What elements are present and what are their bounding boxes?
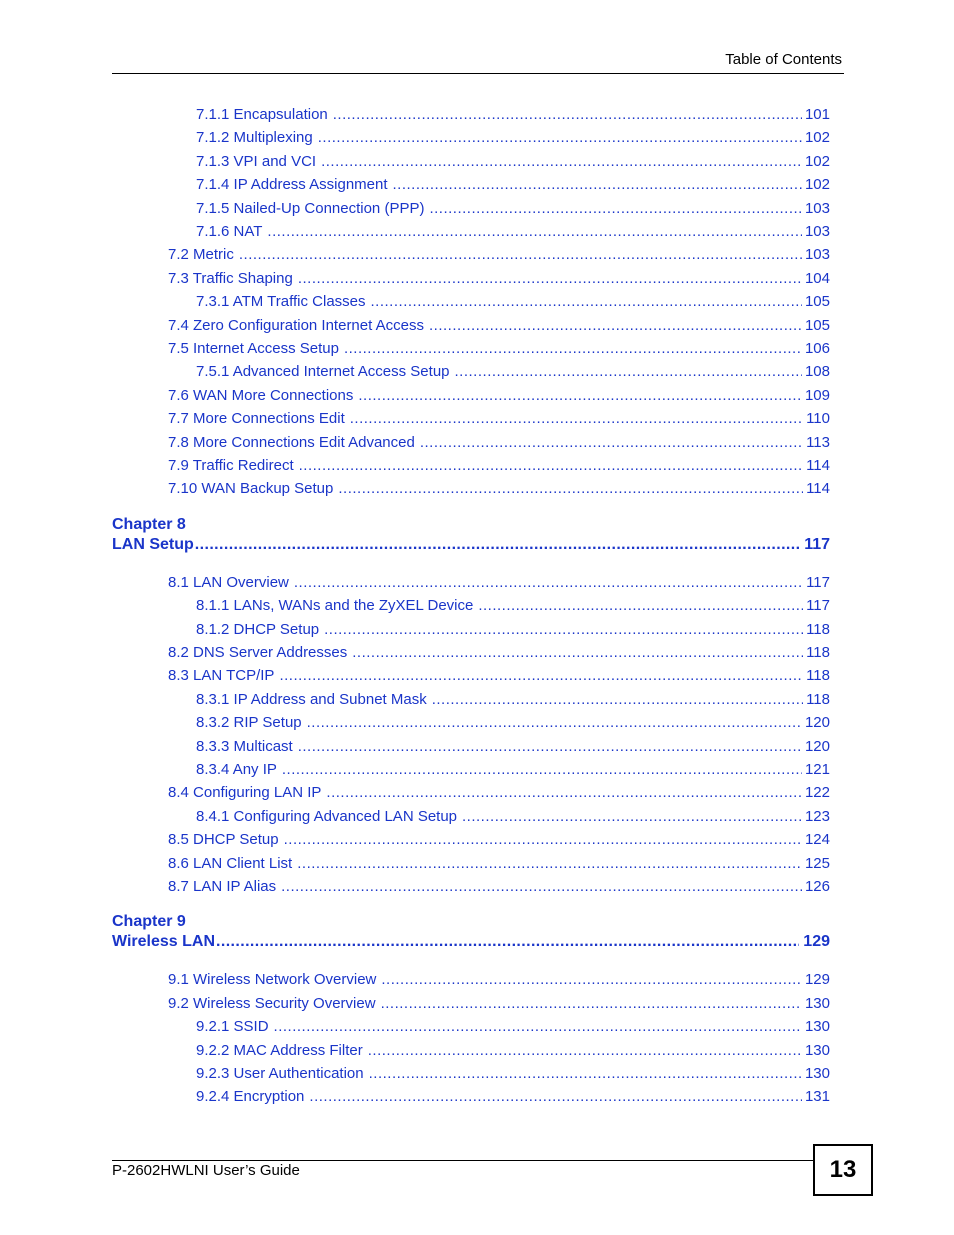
toc-entry-page: 109 bbox=[804, 386, 830, 404]
dot-leader bbox=[333, 106, 802, 123]
toc-entry-page: 130 bbox=[804, 1065, 830, 1082]
toc-entry-page: 130 bbox=[804, 1041, 830, 1059]
toc-entry[interactable] bbox=[168, 971, 830, 991]
toc-entry-title: 7.9 Traffic Redirect bbox=[168, 457, 294, 474]
toc-entry-page: 105 bbox=[804, 316, 830, 334]
toc-entry-title: 8.3.1 IP Address and Subnet Mask bbox=[196, 690, 427, 708]
toc-entry[interactable] bbox=[168, 644, 830, 664]
toc-entry[interactable] bbox=[168, 457, 830, 477]
toc-entry-title: 8.1.1 LANs, WANs and the ZyXEL Device bbox=[196, 597, 474, 615]
toc-entry-title: 7.10 WAN Backup Setup bbox=[168, 480, 334, 498]
toc-entry[interactable] bbox=[196, 691, 830, 711]
dot-leader bbox=[429, 200, 802, 217]
toc-entry-page: 102 bbox=[804, 176, 830, 194]
toc-entry-title: 8.1 LAN Overview bbox=[168, 573, 289, 591]
chapter-title-link[interactable] bbox=[112, 933, 830, 951]
toc-entry-title: 8.2 DNS Server Addresses bbox=[168, 644, 348, 661]
toc-entry-title: 9.2.4 Encryption bbox=[196, 1088, 305, 1106]
toc-entry-page: 102 bbox=[804, 129, 830, 147]
toc-entry[interactable] bbox=[196, 738, 830, 758]
toc-entry[interactable] bbox=[196, 808, 830, 828]
toc-entry[interactable] bbox=[196, 597, 830, 617]
toc-entry-title: 7.2 Metric bbox=[168, 246, 234, 264]
toc-entry-title: 9.1 Wireless Network Overview bbox=[168, 971, 377, 989]
toc-entry-page: 118 bbox=[806, 667, 830, 685]
dot-leader bbox=[381, 995, 802, 1012]
toc-entry-page: 129 bbox=[804, 971, 830, 989]
toc-entry-page: 113 bbox=[806, 433, 830, 451]
toc-entry[interactable] bbox=[196, 621, 830, 641]
dot-leader bbox=[478, 597, 803, 614]
toc-entry-page: 124 bbox=[804, 831, 830, 849]
toc-entry-page: 122 bbox=[804, 784, 830, 802]
toc-entry[interactable] bbox=[168, 270, 830, 290]
toc-entry-page: 114 bbox=[806, 457, 830, 474]
toc-entry[interactable] bbox=[168, 667, 830, 687]
toc-entry-title: 9.2.1 SSID bbox=[196, 1018, 269, 1036]
dot-leader bbox=[309, 1088, 802, 1105]
toc-entry-title: 7.3.1 ATM Traffic Classes bbox=[196, 293, 366, 311]
dot-leader bbox=[352, 644, 803, 661]
dot-leader bbox=[267, 223, 802, 240]
dot-leader bbox=[279, 667, 803, 684]
toc-entry-title: 7.3 Traffic Shaping bbox=[168, 269, 293, 287]
dot-leader bbox=[371, 293, 802, 310]
dot-leader bbox=[298, 270, 802, 287]
dot-leader bbox=[294, 574, 803, 591]
toc-entry-page: 123 bbox=[804, 807, 830, 825]
dot-leader bbox=[462, 808, 802, 825]
toc-entry[interactable] bbox=[196, 200, 830, 220]
toc-entry[interactable] bbox=[196, 176, 830, 196]
toc-entry[interactable] bbox=[168, 387, 830, 407]
dot-leader bbox=[420, 434, 803, 451]
toc-entry[interactable] bbox=[196, 761, 830, 781]
toc-entry-page: 125 bbox=[804, 854, 830, 872]
toc-entry[interactable] bbox=[196, 223, 830, 243]
chapter-label[interactable]: Chapter 9 bbox=[112, 913, 186, 931]
dot-leader bbox=[195, 536, 800, 554]
dot-leader bbox=[358, 387, 802, 404]
toc-entry-title: 8.4.1 Configuring Advanced LAN Setup bbox=[196, 807, 458, 825]
toc-entry[interactable] bbox=[196, 1065, 830, 1085]
toc-entry-title: 9.2.2 MAC Address Filter bbox=[196, 1041, 363, 1059]
toc-entry-page: 103 bbox=[804, 223, 830, 240]
toc-entry-page: 105 bbox=[804, 293, 830, 311]
toc-entry[interactable] bbox=[168, 317, 830, 337]
toc-entry[interactable] bbox=[196, 129, 830, 149]
toc-entry-page: 130 bbox=[804, 1018, 830, 1036]
chapter-label[interactable]: Chapter 8 bbox=[112, 515, 186, 533]
toc-entry-title: 9.2.3 User Authentication bbox=[196, 1065, 364, 1082]
toc-entry-page: 103 bbox=[804, 199, 830, 217]
toc-entry-title: 8.7 LAN IP Alias bbox=[168, 878, 277, 895]
dot-leader bbox=[298, 738, 802, 755]
toc-entry-title: 9.2 Wireless Security Overview bbox=[168, 994, 376, 1012]
dot-leader bbox=[338, 480, 803, 497]
dot-leader bbox=[324, 621, 803, 638]
toc-entry[interactable] bbox=[196, 1042, 830, 1062]
toc-entry-page: 108 bbox=[804, 363, 830, 381]
toc-entry-title: 8.4 Configuring LAN IP bbox=[168, 784, 322, 802]
dot-leader bbox=[381, 971, 802, 988]
dot-leader bbox=[239, 246, 802, 263]
toc-entry-page: 114 bbox=[806, 480, 830, 498]
dot-leader bbox=[297, 855, 802, 872]
toc-entry-page: 102 bbox=[804, 152, 830, 170]
toc-entry-page: 118 bbox=[806, 644, 830, 661]
chapter-title: Wireless LAN bbox=[112, 933, 215, 951]
dot-leader bbox=[299, 457, 803, 474]
toc-entry[interactable] bbox=[168, 855, 830, 875]
toc-entry[interactable] bbox=[168, 995, 830, 1015]
toc-entry-page: 118 bbox=[806, 620, 830, 638]
toc-entry[interactable] bbox=[196, 293, 830, 313]
page-number-box bbox=[813, 1144, 873, 1196]
toc-entry-title: 8.3 LAN TCP/IP bbox=[168, 667, 275, 685]
dot-leader bbox=[344, 340, 802, 357]
dot-leader bbox=[393, 176, 802, 193]
toc-entry-page: 106 bbox=[804, 340, 830, 357]
dot-leader bbox=[432, 691, 803, 708]
page-number: 13 bbox=[829, 1156, 857, 1183]
toc-entry-title: 7.1.2 Multiplexing bbox=[196, 129, 313, 147]
toc-entry[interactable] bbox=[196, 363, 830, 383]
toc-entry[interactable] bbox=[168, 574, 830, 594]
toc-entry-page: 103 bbox=[804, 246, 830, 264]
toc-entry[interactable] bbox=[168, 878, 830, 898]
toc-entry-page: 101 bbox=[804, 106, 830, 123]
toc-entry-page: 118 bbox=[806, 690, 830, 708]
dot-leader bbox=[284, 831, 802, 848]
toc-entry-title: 7.4 Zero Configuration Internet Access bbox=[168, 316, 424, 334]
dot-leader bbox=[326, 784, 802, 801]
toc-entry[interactable] bbox=[168, 784, 830, 804]
toc-entry[interactable] bbox=[168, 434, 830, 454]
toc-entry-title: 7.8 More Connections Edit Advanced bbox=[168, 433, 415, 451]
toc-entry-page: 120 bbox=[804, 714, 830, 732]
toc-entry-page: 104 bbox=[804, 269, 830, 287]
toc-entry-page: 121 bbox=[804, 761, 830, 778]
toc-entry-title: 8.3.4 Any IP bbox=[196, 761, 277, 778]
toc-entry[interactable] bbox=[168, 246, 830, 266]
toc-entry-page: 117 bbox=[806, 597, 830, 615]
dot-leader bbox=[318, 129, 802, 146]
toc-entry-page: 117 bbox=[806, 573, 830, 591]
dot-leader bbox=[350, 410, 803, 427]
toc-entry[interactable] bbox=[196, 153, 830, 173]
dot-leader bbox=[429, 317, 802, 334]
toc-entry-title: 7.1.3 VPI and VCI bbox=[196, 152, 317, 170]
toc-entry[interactable] bbox=[168, 831, 830, 851]
dot-leader bbox=[282, 761, 802, 778]
dot-leader bbox=[281, 878, 802, 895]
chapter-title: LAN Setup bbox=[112, 535, 194, 553]
dot-leader bbox=[216, 933, 799, 951]
toc-entry[interactable] bbox=[168, 410, 830, 430]
dot-leader bbox=[369, 1065, 802, 1082]
toc-entry[interactable] bbox=[168, 340, 830, 360]
toc-entry[interactable] bbox=[196, 1088, 830, 1108]
chapter-page: 129 bbox=[803, 933, 830, 951]
toc-entry-page: 131 bbox=[804, 1088, 830, 1106]
chapter-page: 117 bbox=[804, 535, 830, 553]
toc-entry-page: 120 bbox=[804, 737, 830, 755]
toc-entry-title: 8.5 DHCP Setup bbox=[168, 831, 279, 849]
toc-entry[interactable] bbox=[196, 106, 830, 126]
dot-leader bbox=[274, 1018, 802, 1035]
toc-entry-page: 130 bbox=[804, 994, 830, 1012]
dot-leader bbox=[307, 714, 802, 731]
footer-divider bbox=[112, 1160, 814, 1161]
toc-entry-title: 8.3.2 RIP Setup bbox=[196, 714, 302, 732]
toc-entry-title: 7.1.1 Encapsulation bbox=[196, 106, 328, 123]
toc-entry-title: 7.5.1 Advanced Internet Access Setup bbox=[196, 363, 450, 381]
toc-entry-title: 7.1.4 IP Address Assignment bbox=[196, 176, 388, 194]
toc-entry-page: 126 bbox=[804, 878, 830, 895]
toc-entry-title: 8.6 LAN Client List bbox=[168, 854, 293, 872]
dot-leader bbox=[368, 1042, 802, 1059]
toc-entry-title: 7.1.5 Nailed-Up Connection (PPP) bbox=[196, 199, 425, 217]
toc-entry-page: 110 bbox=[806, 410, 830, 428]
dot-leader bbox=[321, 153, 802, 170]
toc-entry[interactable] bbox=[196, 714, 830, 734]
footer-guide-title: P-2602HWLNI User’s Guide bbox=[112, 1162, 300, 1179]
toc-entry-title: 7.7 More Connections Edit bbox=[168, 410, 345, 428]
toc-entry[interactable] bbox=[196, 1018, 830, 1038]
chapter-title-link[interactable] bbox=[112, 536, 830, 554]
toc-entry[interactable] bbox=[168, 480, 830, 500]
dot-leader bbox=[455, 363, 802, 380]
toc-entry-title: 7.1.6 NAT bbox=[196, 223, 263, 240]
running-header-title: Table of Contents bbox=[725, 51, 842, 68]
toc-entry-title: 7.5 Internet Access Setup bbox=[168, 340, 339, 357]
toc-entry-title: 7.6 WAN More Connections bbox=[168, 386, 354, 404]
toc-entry-title: 8.3.3 Multicast bbox=[196, 737, 293, 755]
toc-entry-title: 8.1.2 DHCP Setup bbox=[196, 620, 320, 638]
